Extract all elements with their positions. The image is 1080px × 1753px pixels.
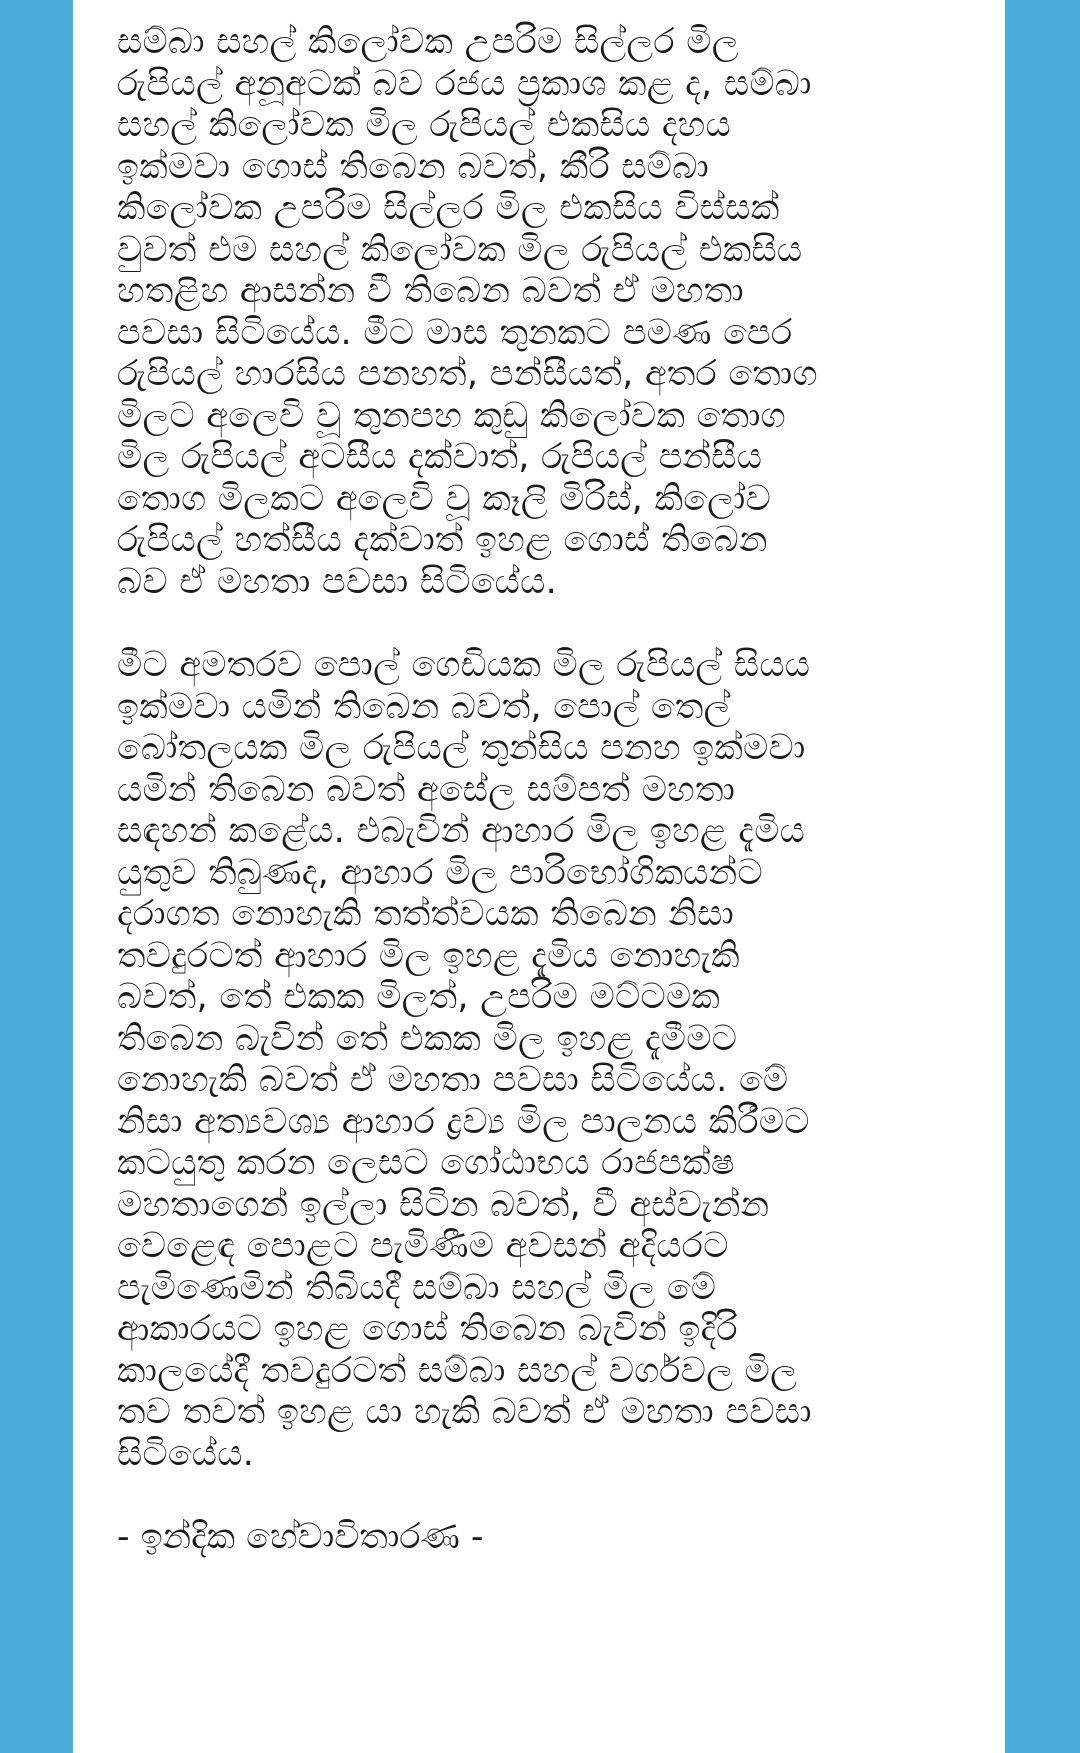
paragraph-line: දරාගත නොහැකි තත්ත්වයක තිබෙන නිසා: [117, 894, 735, 934]
paragraph-spacer: [117, 603, 965, 645]
author-byline: - ඉන්දික හේවාවිතාරණ -: [117, 1517, 484, 1557]
paragraph-line: පවසා සිටියේය. මීට මාස තුනකට පමණ පෙර: [117, 312, 793, 353]
paragraph-line: යුතුව තිබුණද, ආහාර මිල පාරිභෝගිකයන්ට: [117, 852, 763, 893]
paragraph-line: තිබෙන බැවින් තේ එකක මිල ඉහළ දැමීමට: [117, 1018, 738, 1059]
paragraph-spacer: [117, 1475, 965, 1517]
paragraph-line: සඳහන් කළේය. එබැවින් ආහාර මිල ඉහළ දැමිය: [117, 811, 806, 851]
paragraph-1: [117, 22, 965, 603]
paragraph-line: යමින් තිබෙන බවත් අසේල සම්පත් මහතා: [117, 769, 736, 810]
paragraph-line: වුවත් එම සහල් කිලෝවක මිල රුපියල් එකසිය: [117, 229, 803, 270]
paragraph-line: තවදුරටත් ආහාර මිල ඉහළ දැමිය නොහැකි: [117, 935, 740, 976]
paragraph-line: ආකාරයට ඉහළ ගොස් තිබෙන බැවින් ඉදිරි: [117, 1309, 738, 1349]
paragraph-line: මහතාගෙන් ඉල්ලා සිටින බවත්, වී අස්වැන්න: [117, 1184, 770, 1225]
article-page: [73, 0, 1005, 1753]
paragraph-line: කාලයේදී තවදුරටත් සම්බා සහල් වර්ගවල මිල: [117, 1350, 798, 1391]
paragraph-line: නොහැකි බවත් ඒ මහතා පවසා සිටියේය. මේ: [117, 1060, 789, 1100]
paragraph-line: මිලට අලෙවි වූ තුනපහ කුඩු කිලෝවක තොග: [117, 395, 787, 436]
paragraph-line: රුපියල් අනූඅටක් බව රජය ප්‍රකාශ කළ ද, සම්බා: [117, 63, 812, 104]
paragraph-line: සම්බා සහල් කිලෝවක උපරිම සිල්ලර මිල: [117, 22, 739, 62]
paragraph-line: තව තවත් ඉහළ යා හැකි බවත් ඒ මහතා පවසා: [117, 1392, 812, 1432]
paragraph-2: [117, 645, 965, 1475]
paragraph-line: ඉක්මවා යමින් තිබෙන බවත්, පොල් තෙල්: [117, 686, 731, 727]
paragraph-line: බවත්, තේ එකක මිලත්, උපරිම මට්ටමක: [117, 977, 721, 1017]
paragraph-line: හතළිහ ආසන්න වී තිබෙන බවත් ඒ මහතා: [117, 271, 744, 311]
paragraph-line: කිලෝවක උපරිම සිල්ලර මිල එකසිය විස්සක්: [117, 188, 780, 228]
paragraph-line: නිසා අත්‍යවශ්‍ය ආහාර ද්‍රව්‍ය මිල පාලනය කිරීමට: [117, 1101, 810, 1142]
paragraph-line: බෝතලයක මිල රුපියල් තුන්සිය පනහ ඉක්මවා: [117, 728, 806, 768]
paragraph-line: බව ඒ මහතා පවසා සිටියේය.: [117, 561, 558, 602]
paragraph-line: තොග මිලකට අලෙවි වූ කෑලි මිරිස්, කිලෝව: [117, 478, 772, 519]
paragraph-line: වෙළෙඳ පොළට පැමිණීම අවසන් අදියරට: [117, 1226, 729, 1266]
paragraph-line: රුපියල් හාරසිය පනහත්, පන්සීයත්, අතර තොග: [117, 354, 818, 394]
paragraph-line: මිල රුපියල් අටසීය දක්වාත්, රුපියල් පන්සීය: [117, 437, 763, 477]
paragraph-line: සිටියේය.: [117, 1433, 255, 1474]
paragraph-line: ඉක්මවා ගොස් තිබෙන බවත්, කීරි සම්බා: [117, 146, 710, 187]
paragraph-line: කටයුතු කරන ලෙසට ගෝඨාභය රාජපක්ෂ: [117, 1143, 735, 1183]
paragraph-line: පැමිණෙමින් තිබියදී සම්බා සහල් මිල මේ: [117, 1267, 717, 1308]
paragraph-line: සහල් කිලෝවක මිල රුපියල් එකසිය දහය: [117, 105, 731, 145]
paragraph-line: රුපියල් හත්සීය දක්වාත් ඉහළ ගොස් තිබෙන: [117, 520, 768, 560]
paragraph-line: මීට අමතරව පොල් ගෙඩියක මිල රුපියල් සියය: [117, 645, 811, 685]
